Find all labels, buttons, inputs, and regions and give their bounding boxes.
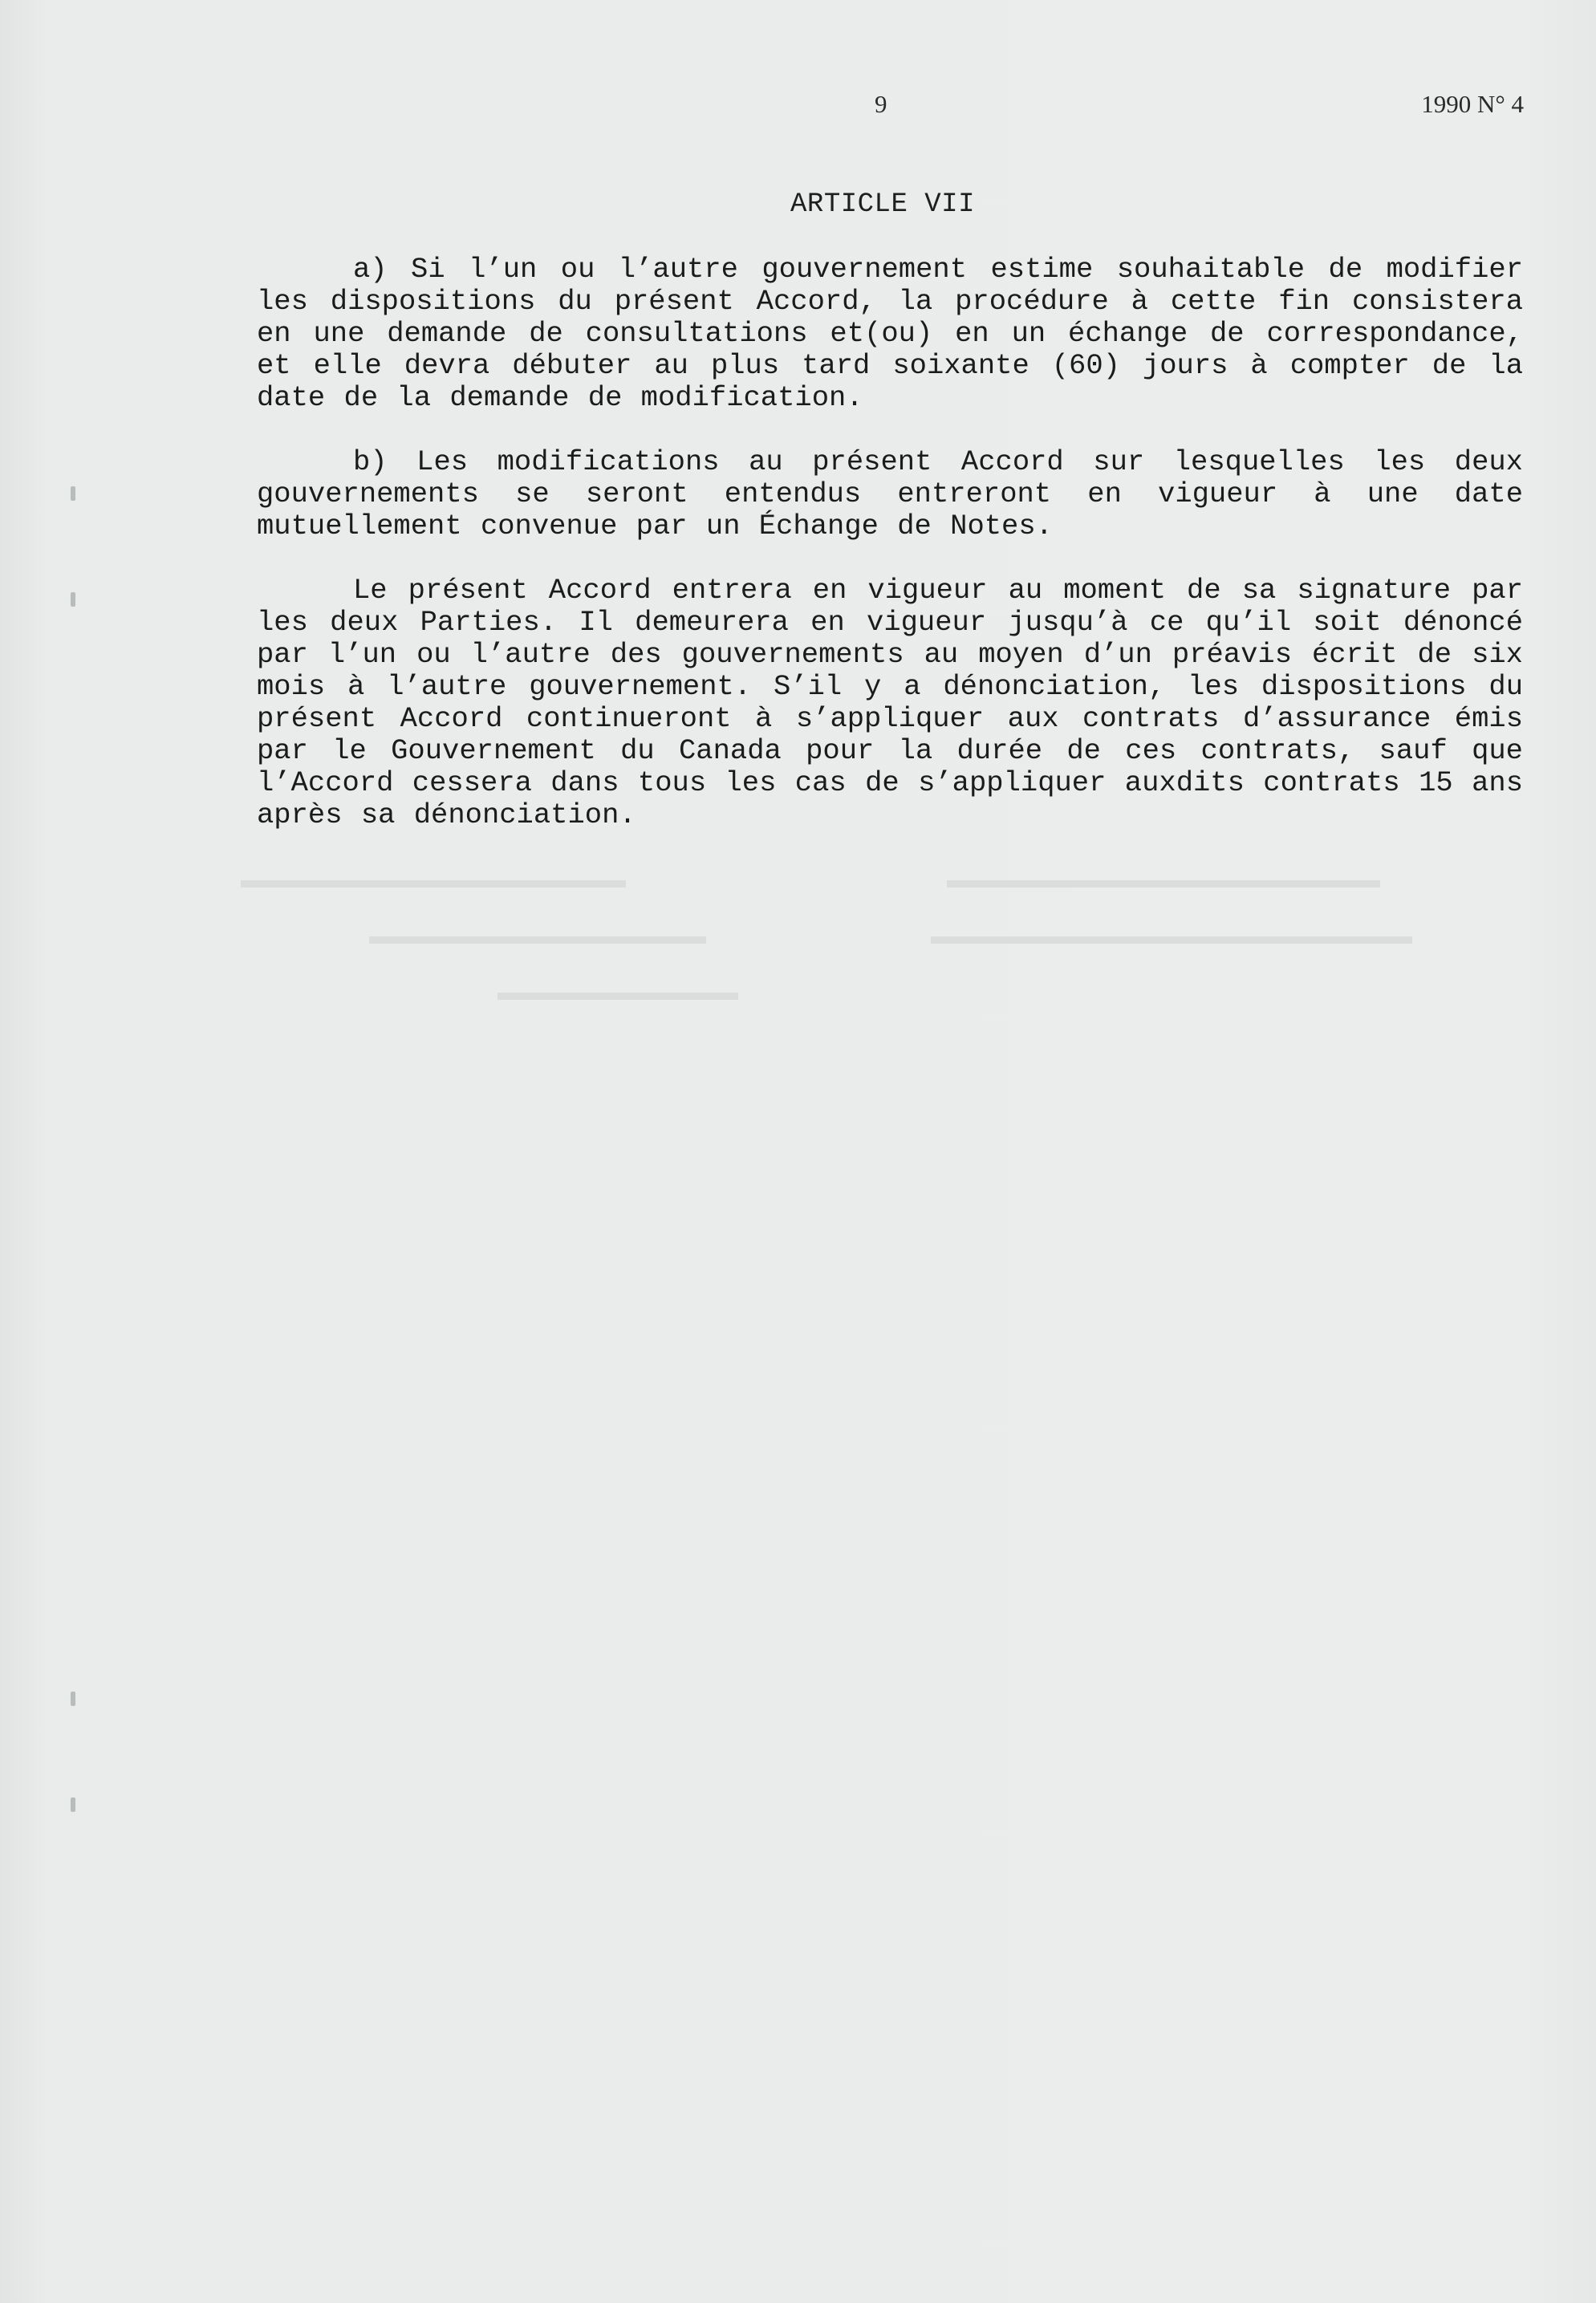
staple-mark [71,1797,75,1812]
document-reference: 1990 N° 4 [1421,90,1524,118]
page-number: 9 [875,90,887,118]
show-through-text: ▬▬▬▬▬▬▬▬▬▬ [497,979,738,1005]
article-body [257,254,1523,863]
show-through-text: ▬▬▬▬▬▬▬▬▬▬▬▬▬▬▬▬▬▬▬▬ [931,923,1412,949]
paragraph-entry-into-force: Le présent Accord entrera en vigueur au moment de sa signature par les deux Parties. Il demeurera en vigueur jusqu’à ce qu’il soit dénoncé par l’un ou l’autre des gouvernements au moyen d’un préavis écrit de six mois à l’autre gouvernement. S’il y a dénonciation, les dispositions du présent Accord continueront à s’appliquer aux contrats d’assurance émis par le Gouvernement du Canada pour la durée de ces contrats, sauf que l’Accord cessera dans tous les cas de s’appliquer auxdits contrats 15 ans après sa dénonciation. [257,574,1523,831]
staple-mark [71,486,75,501]
show-through-text: ▬▬▬▬▬▬▬▬▬▬▬▬▬▬▬▬▬▬ [947,867,1380,893]
staple-mark [71,592,75,607]
show-through-text: ▬▬▬▬▬▬▬▬▬▬▬▬▬▬ [369,923,706,949]
article-title: ARTICLE VII [790,189,975,220]
staple-mark [71,1692,75,1706]
show-through-text: ▬▬▬▬▬▬▬▬▬▬▬▬▬▬▬▬ [241,867,626,893]
paragraph-b: b) Les modifications au présent Accord sur lesquelles les deux gouvernements se seront entendus entreront en vigueur à une date mutuellement convenue par un Échange de Notes. [257,445,1523,542]
paragraph-a: a) Si l’un ou l’autre gouvernement estime souhaitable de modifier les dispositions du présent Accord, la procédure à cette fin consistera en une demande de consultations et(ou) en un échange de correspondance, et elle devra débuter au plus tard soixante (60) jours à compter de la date de la demande de modification. [257,253,1523,414]
